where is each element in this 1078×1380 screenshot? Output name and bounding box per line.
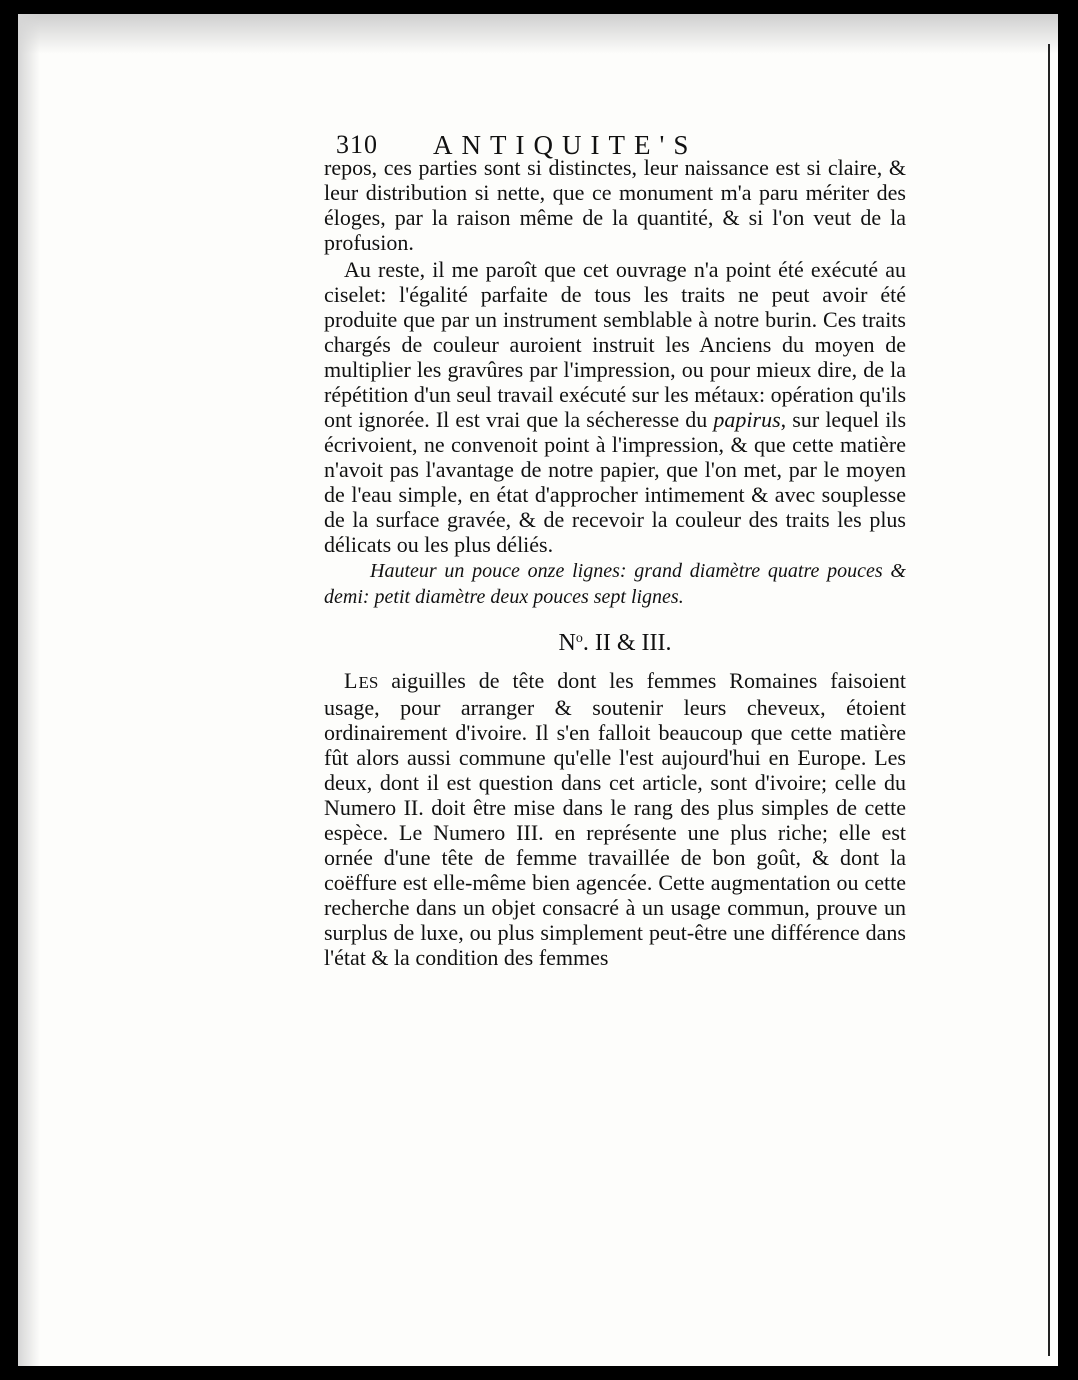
section-heading [324,626,906,656]
section-paragraph-text: aiguilles de tête dont les femmes Romaines faisoient usage, pour arranger & soutenir leurs cheveux, étoient ordinairement d'ivoire. Il s'en falloit beaucoup que cette matière fût alors aussi commune qu'elle l'est aujourd'hui en Europe. Les deux, dont il est question dans cet article, sont d'ivoire; celle du Numero II. doit être mise dans le rang des plus simples de cette espèce. Le Numero III. en représente une plus riche; elle est ornée d'une tête de femme travaillée de bon goût, & dont la coëffure est elle-même bien agencée. Cette augmentation ou cette recherche dans un objet consacré à un usage commun, prouve un surplus de luxe, ou plus simplement peut-être une différence dans l'état & la condition des femmes [324,668,906,970]
section-numbers: . II & III. [582,630,672,656]
italic-term: papirus [713,407,781,432]
dimensions-note: Hauteur un pouce onze lignes: grand diamètre quatre pouces & demi: petit diamètre deux pouces sept lignes. [324,560,906,608]
text-block [324,155,906,970]
paragraph-text-start: Au reste, il me paroît que cet ouvrage n'a point été exécuté au ciselet: l'égalité parfaite de tous les traits ne peut avoir été produite que par un instrument semblable à notre burin. Ces traits chargés de couleur auroient instruit les Anciens du moyen de multiplier les gravûres par l'impression, ou pour mieux dire, de la répétition d'un seul travail exécuté sur les métaux: opération qu'ils ont ignorée. Il est vrai que la sécheresse du [324,257,906,432]
section-paragraph [324,668,906,970]
paragraph-continued: repos, ces parties sont si distinctes, leur naissance est si claire, & leur distribution si nette, que ce monument m'a paru mériter des éloges, par la raison même de la quantité, & si l'on veut de la profusion. [324,155,906,255]
page-edge-line [1048,44,1050,1356]
page-number: 310 [336,130,378,159]
paragraph-text-end: , sur lequel ils écrivoient, ne convenoit point à l'impression, & que cette matière n'avoit pas l'avantage de notre papier, que l'on met, par le moyen de l'eau simple, en état d'approcher intimement & avec souplesse de la surface gravée, & de recevoir la couleur des traits les plus délicats ou les plus déliés. [324,407,907,557]
initial-letter: L [344,668,359,693]
section-superscript: o [575,631,583,646]
section-prefix: N [558,630,576,656]
paragraph-au-reste [324,257,906,557]
running-title: ANTIQUITE'S [433,130,698,160]
small-caps: ES [358,673,379,692]
